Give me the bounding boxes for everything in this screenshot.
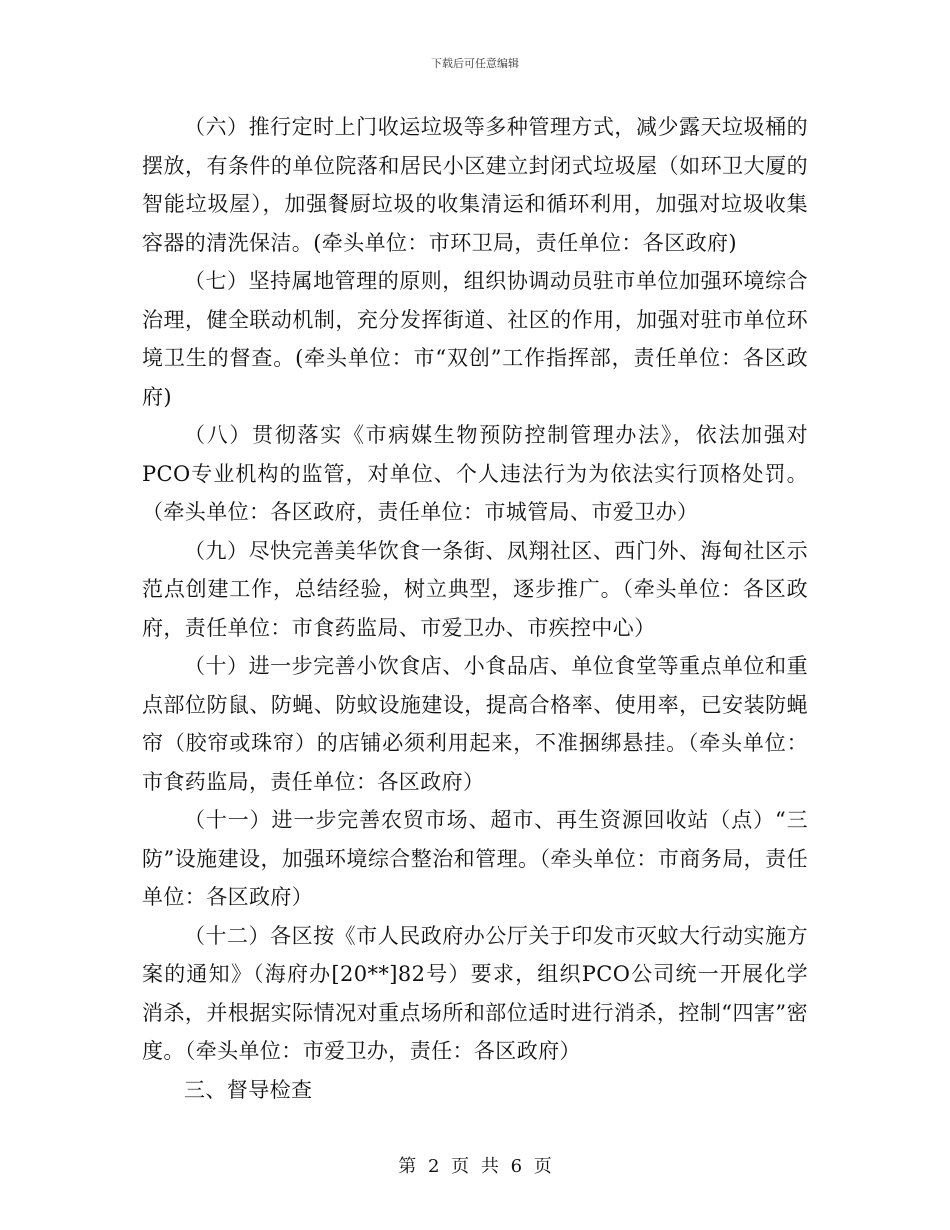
section-heading-supervision: 三、督导检查	[184, 1077, 313, 1102]
current-page-number: 2	[427, 1156, 440, 1177]
paragraph-7: （七）坚持属地管理的原则，组织协调动员驻市单位加强环境综合治理，健全联动机制，充分发挥街道、社区的作用，加强对驻市单位环境卫生的督查。(牵头单位：市“双创”工作指挥部，责任单位：各区政府)	[142, 269, 808, 409]
document-body	[142, 108, 808, 1109]
footer-total-word: 共	[480, 1156, 499, 1177]
paragraph-12: （十二）各区按《市人民政府办公厅关于印发市灭蚊大行动实施方案的通知》（海府办[20**]82号）要求，组织PCO公司统一开展化学消杀，并根据实际情况对重点场所和部位适时进行消杀，控制“四害”密度。（牵头单位：市爱卫办，责任：各区政府）	[142, 923, 808, 1063]
paragraph-9: （九）尽快完善美华饮食一条街、凤翔社区、西门外、海甸社区示范点创建工作，总结经验，树立典型，逐步推广。（牵头单位：各区政府，责任单位：市食药监局、市爱卫办、市疾控中心）	[142, 538, 808, 640]
paragraph-11: （十一）进一步完善农贸市场、超市、再生资源回收站（点）“三防”设施建设，加强环境综合整治和管理。（牵头单位：市商务局，责任单位：各区政府）	[142, 808, 808, 909]
paragraph-8: （八）贯彻落实《市病媒生物预防控制管理办法》，依法加强对PCO专业机构的监管，对单位、个人违法行为为依法实行顶格处罚。（牵头单位：各区政府，责任单位：市城管局、市爱卫办）	[142, 423, 808, 524]
footer-prefix: 第	[398, 1156, 417, 1177]
total-page-number: 6	[510, 1156, 523, 1177]
paragraph-6: （六）推行定时上门收运垃圾等多种管理方式，减少露天垃圾桶的摆放，有条件的单位院落和居民小区建立封闭式垃圾屋（如环卫大厦的智能垃圾屋），加强餐厨垃圾的收集清运和循环利用，加强对垃圾收集容器的清洗保洁。(牵头单位：市环卫局，责任单位：各区政府)	[142, 115, 808, 255]
footer-page-word: 页	[451, 1156, 470, 1177]
paragraph-10: （十）进一步完善小饮食店、小食品店、单位食堂等重点单位和重点部位防鼠、防蝇、防蚊设施建设，提高合格率、使用率，已安装防蝇帘（胶帘或珠帘）的店铺必须利用起来，不准捆绑悬挂。（牵头单位：市食药监局，责任单位：各区政府）	[142, 654, 808, 794]
footer-suffix: 页	[533, 1156, 552, 1177]
page-footer	[0, 1152, 950, 1178]
header-note: 下载后可任意编辑	[431, 57, 519, 70]
